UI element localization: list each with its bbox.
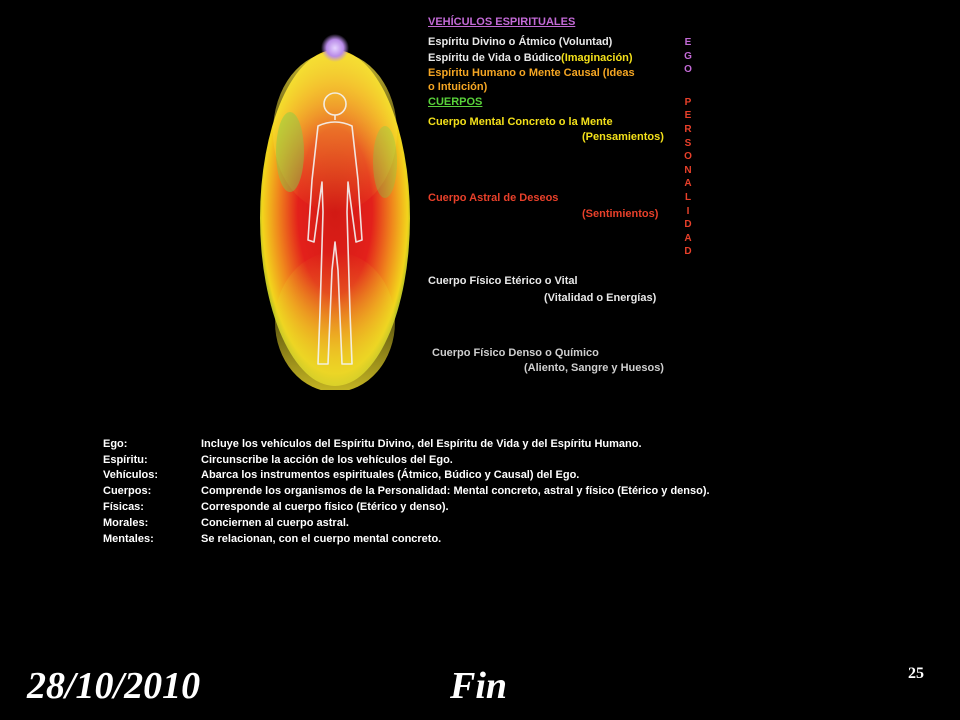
glossary-row (103, 499, 823, 515)
vertical-letter: R (684, 123, 692, 135)
glossary (103, 436, 823, 547)
label-astral-body-note: (Sentimientos) (582, 208, 659, 220)
vertical-letter: D (684, 246, 692, 258)
glossary-definition: Se relacionan, con el cuerpo mental concreto. (201, 532, 442, 545)
vertical-letter: O (684, 64, 692, 76)
glossary-definition: Comprende los organismos de la Personalidad: Mental concreto, astral y físico (Etérico y denso). (201, 485, 710, 498)
vertical-letter: N (684, 164, 692, 176)
glossary-definition: Corresponde al cuerpo físico (Etérico y denso). (201, 501, 449, 514)
label-spirit-life-note: (Imaginación) (561, 52, 633, 64)
vertical-letter: G (684, 50, 692, 62)
vertical-letter: S (684, 137, 692, 149)
glossary-term: Ego: (103, 437, 128, 450)
aura-figure-panel (250, 12, 705, 390)
glossary-term: Morales: (103, 516, 149, 529)
vertical-letter: I (686, 205, 690, 217)
label-etheric-body: Cuerpo Físico Etérico o Vital (428, 275, 578, 287)
footer-date: 28/10/2010 (27, 665, 201, 707)
label-spirit-divine: Espíritu Divino o Átmico (Voluntad) (428, 36, 613, 48)
label-spirit-human-line1: Espíritu Humano o Mente Causal (Ideas (428, 67, 635, 79)
vertical-letter: O (684, 151, 692, 163)
glossary-term: Espíritu: (103, 453, 148, 466)
vertical-ego-personalidad-label (681, 36, 695, 259)
vertical-letter: D (684, 219, 692, 231)
vertical-letter: E (684, 37, 692, 48)
label-spirit-life (428, 52, 633, 65)
glossary-row (103, 483, 823, 499)
label-dense-body: Cuerpo Físico Denso o Químico (432, 347, 599, 359)
glossary-term: Mentales: (103, 532, 154, 545)
vertical-letter: A (684, 232, 692, 244)
label-spirit-life-text: Espíritu de Vida o Búdico (428, 52, 562, 64)
glossary-definition: Conciernen al cuerpo astral. (201, 516, 349, 529)
vertical-letter: A (684, 178, 692, 190)
label-mental-body: Cuerpo Mental Concreto o la Mente (428, 116, 613, 128)
glossary-row (103, 436, 823, 452)
vertical-letter: P (684, 96, 692, 108)
label-astral-body: Cuerpo Astral de Deseos (428, 192, 559, 204)
glossary-row (103, 531, 823, 547)
vertical-letter: E (684, 110, 692, 122)
vertical-letter: L (684, 191, 692, 203)
glossary-definition: Incluye los vehículos del Espíritu Divino, del Espíritu de Vida y del Espíritu Humano. (201, 437, 642, 450)
glossary-row (103, 468, 823, 484)
label-mental-body-note: (Pensamientos) (582, 131, 664, 143)
label-spirit-human-line2: o Intuición) (428, 81, 488, 93)
glossary-row (103, 515, 823, 531)
glossary-row (103, 452, 823, 468)
glossary-definition: Abarca los instrumentos espirituales (Átmico, Búdico y Causal) del Ego. (201, 469, 580, 482)
section-vehicles-title: VEHÍCULOS ESPIRITUALES (428, 16, 576, 28)
glossary-term: Cuerpos: (103, 485, 152, 498)
glossary-term: Físicas: (103, 501, 144, 514)
label-etheric-body-note: (Vitalidad o Energías) (544, 292, 657, 304)
glossary-definition: Circunscribe la acción de los vehículos del Ego. (201, 453, 453, 466)
section-bodies-title: CUERPOS (428, 96, 483, 108)
slide-number: 25 (908, 665, 924, 682)
crown-halo-icon (321, 34, 349, 62)
glossary-term: Vehículos: (103, 469, 159, 482)
footer-title: Fin (450, 665, 508, 707)
label-dense-body-note: (Aliento, Sangre y Huesos) (524, 362, 664, 374)
